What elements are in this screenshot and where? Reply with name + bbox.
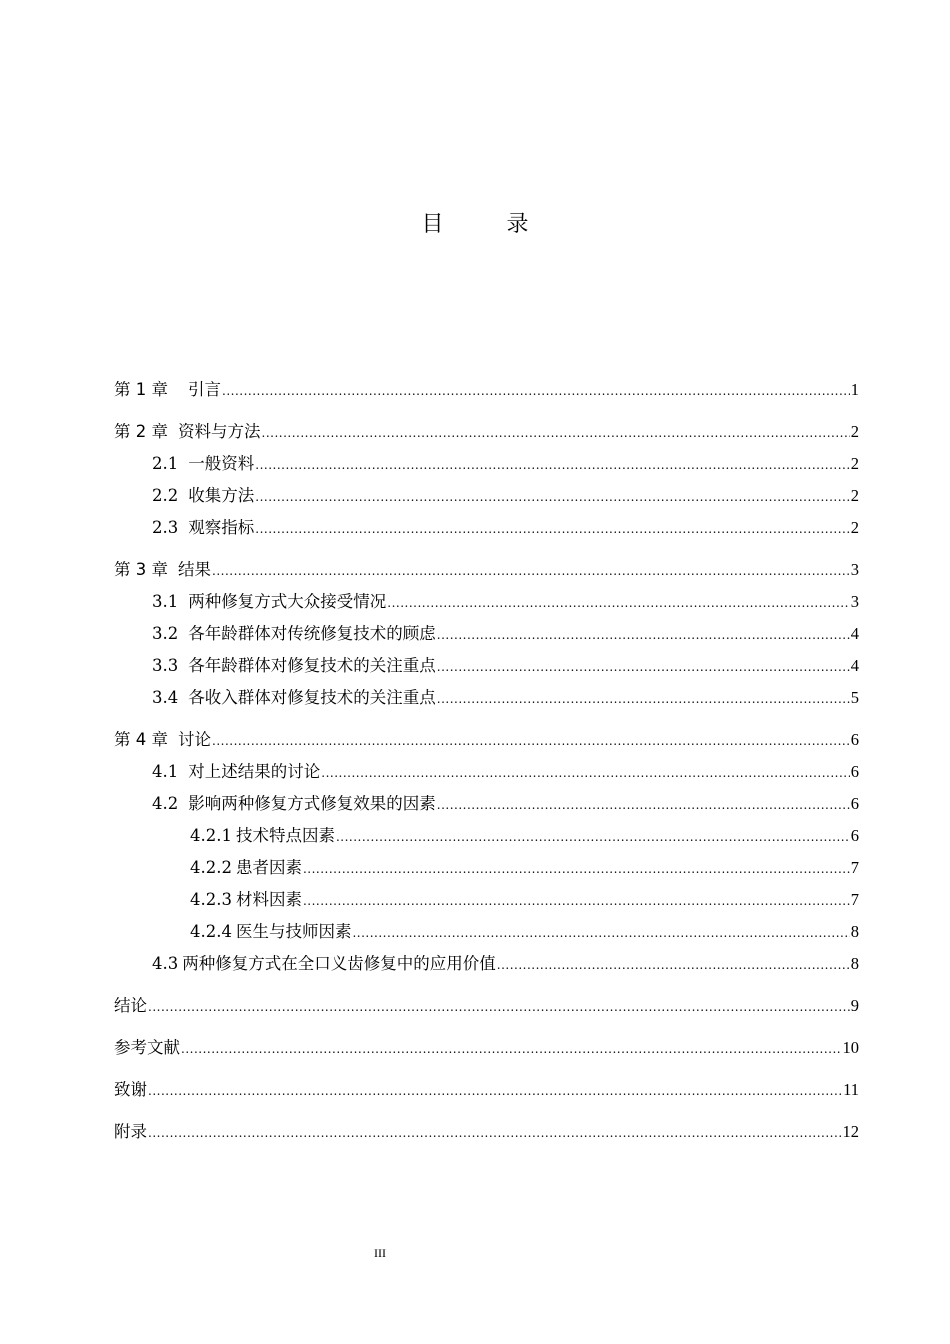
toc-dot-leader bbox=[148, 991, 850, 1023]
toc-entry-number: 2.2 bbox=[152, 486, 179, 505]
toc-entry-title: 一般资料 bbox=[188, 454, 255, 473]
toc-dot-leader bbox=[437, 789, 850, 821]
toc-entry-page: 2 bbox=[850, 486, 859, 505]
toc-entry-page: 8 bbox=[850, 922, 859, 941]
toc-dot-leader bbox=[321, 757, 850, 789]
page-number: III bbox=[374, 1246, 386, 1260]
toc-entry-title: 技术特点因素 bbox=[235, 826, 335, 845]
toc-dot-leader bbox=[497, 949, 850, 981]
toc-entry-page: 1 bbox=[850, 380, 859, 399]
toc-entry[interactable] bbox=[114, 416, 859, 448]
toc-dot-leader bbox=[437, 683, 850, 715]
toc-entry-number: 3.4 bbox=[152, 688, 179, 707]
toc-entry-title: 引言 bbox=[188, 380, 221, 399]
toc-entry[interactable] bbox=[114, 788, 859, 820]
toc-entry-page: 2 bbox=[850, 454, 859, 473]
toc-entry[interactable] bbox=[114, 448, 859, 480]
toc-entry-title: 致谢 bbox=[114, 1080, 147, 1099]
toc-dot-leader bbox=[212, 725, 850, 757]
toc-entry-number: 4.1 bbox=[152, 762, 179, 781]
toc-entry-page: 11 bbox=[843, 1080, 859, 1099]
toc-dot-leader bbox=[255, 513, 850, 545]
toc-entry[interactable] bbox=[114, 586, 859, 618]
toc-dot-leader bbox=[148, 1075, 842, 1107]
toc-dot-leader bbox=[255, 449, 850, 481]
toc-entry-title: 对上述结果的讨论 bbox=[188, 762, 321, 781]
toc-entry[interactable] bbox=[114, 852, 859, 884]
toc-entry[interactable] bbox=[114, 724, 859, 756]
toc-entry[interactable] bbox=[114, 682, 859, 714]
toc-entry[interactable] bbox=[114, 618, 859, 650]
toc-entry-title: 结果 bbox=[178, 560, 211, 579]
toc-entry[interactable] bbox=[114, 554, 859, 586]
toc-entry-page: 7 bbox=[850, 858, 859, 877]
toc-entry-title: 各收入群体对修复技术的关注重点 bbox=[188, 688, 436, 707]
toc-entry-title: 收集方法 bbox=[188, 486, 255, 505]
toc-dot-leader bbox=[212, 555, 850, 587]
toc-entry-page: 8 bbox=[850, 954, 859, 973]
toc-entry[interactable] bbox=[114, 990, 859, 1022]
toc-entry-number: 第 3 章 bbox=[114, 560, 168, 579]
toc-dot-leader bbox=[336, 821, 850, 853]
toc-entry-number: 4.3 bbox=[152, 954, 179, 973]
table-of-contents bbox=[114, 374, 859, 1148]
toc-entry-number: 4.2.4 bbox=[190, 922, 232, 941]
toc-entry-title: 参考文献 bbox=[114, 1038, 180, 1057]
toc-entry-page: 4 bbox=[850, 656, 859, 675]
toc-entry-title: 医生与技师因素 bbox=[235, 922, 352, 941]
toc-entry-page: 2 bbox=[850, 422, 859, 441]
toc-entry-number: 4.2.3 bbox=[190, 890, 232, 909]
toc-entry-page: 6 bbox=[850, 794, 859, 813]
toc-entry-title: 材料因素 bbox=[235, 890, 302, 909]
toc-dot-leader bbox=[352, 917, 849, 949]
toc-entry-title: 影响两种修复方式修复效果的因素 bbox=[188, 794, 436, 813]
toc-entry-title: 观察指标 bbox=[188, 518, 255, 537]
toc-entry-title: 各年龄群体对传统修复技术的顾虑 bbox=[188, 624, 436, 643]
toc-entry[interactable] bbox=[114, 650, 859, 682]
toc-entry[interactable] bbox=[114, 916, 859, 948]
toc-entry-page: 3 bbox=[850, 560, 859, 579]
toc-entry-page: 9 bbox=[850, 996, 859, 1015]
toc-entry[interactable] bbox=[114, 820, 859, 852]
toc-entry-page: 12 bbox=[842, 1122, 859, 1141]
toc-entry[interactable] bbox=[114, 1032, 859, 1064]
toc-entry[interactable] bbox=[114, 1074, 859, 1106]
toc-entry-title: 各年龄群体对修复技术的关注重点 bbox=[188, 656, 436, 675]
toc-entry-page: 5 bbox=[850, 688, 859, 707]
toc-entry-page: 7 bbox=[850, 890, 859, 909]
toc-dot-leader bbox=[181, 1033, 842, 1065]
toc-entry-title: 讨论 bbox=[178, 730, 211, 749]
toc-dot-leader bbox=[437, 651, 850, 683]
toc-entry-number: 3.1 bbox=[152, 592, 179, 611]
toc-entry-title: 资料与方法 bbox=[178, 422, 261, 441]
toc-entry-page: 6 bbox=[850, 762, 859, 781]
toc-dot-leader bbox=[255, 481, 850, 513]
toc-entry[interactable] bbox=[114, 374, 859, 406]
toc-entry[interactable] bbox=[114, 756, 859, 788]
toc-entry-number: 4.2.1 bbox=[190, 826, 232, 845]
toc-entry-title: 结论 bbox=[114, 996, 147, 1015]
toc-dot-leader bbox=[303, 885, 850, 917]
toc-entry-number: 3.2 bbox=[152, 624, 179, 643]
toc-entry-number: 第 2 章 bbox=[114, 422, 168, 441]
toc-entry-number: 第 4 章 bbox=[114, 730, 168, 749]
toc-dot-leader bbox=[387, 587, 850, 619]
toc-dot-leader bbox=[437, 619, 850, 651]
toc-entry-page: 2 bbox=[850, 518, 859, 537]
toc-entry-page: 6 bbox=[850, 826, 859, 845]
toc-entry-number: 3.3 bbox=[152, 656, 179, 675]
toc-entry[interactable] bbox=[114, 512, 859, 544]
toc-entry-page: 4 bbox=[850, 624, 859, 643]
toc-dot-leader bbox=[262, 417, 850, 449]
toc-entry-number: 4.2.2 bbox=[190, 858, 232, 877]
page-title: 目 录 bbox=[421, 212, 557, 237]
toc-dot-leader bbox=[222, 375, 850, 407]
toc-entry[interactable] bbox=[114, 1116, 859, 1148]
toc-dot-leader bbox=[148, 1117, 842, 1149]
toc-entry-page: 10 bbox=[842, 1038, 859, 1057]
toc-entry[interactable] bbox=[114, 948, 859, 980]
toc-entry-number: 2.3 bbox=[152, 518, 179, 537]
toc-entry-number: 2.1 bbox=[152, 454, 179, 473]
toc-entry-title: 附录 bbox=[114, 1122, 147, 1141]
toc-entry-title: 两种修复方式大众接受情况 bbox=[188, 592, 387, 611]
toc-entry-title: 两种修复方式在全口义齿修复中的应用价值 bbox=[182, 954, 496, 973]
toc-entry-number: 4.2 bbox=[152, 794, 179, 813]
toc-entry[interactable] bbox=[114, 884, 859, 916]
toc-dot-leader bbox=[303, 853, 850, 885]
toc-entry[interactable] bbox=[114, 480, 859, 512]
toc-entry-title: 患者因素 bbox=[235, 858, 302, 877]
toc-entry-page: 3 bbox=[850, 592, 859, 611]
toc-entry-number: 第 1 章 bbox=[114, 380, 168, 399]
toc-entry-page: 6 bbox=[850, 730, 859, 749]
